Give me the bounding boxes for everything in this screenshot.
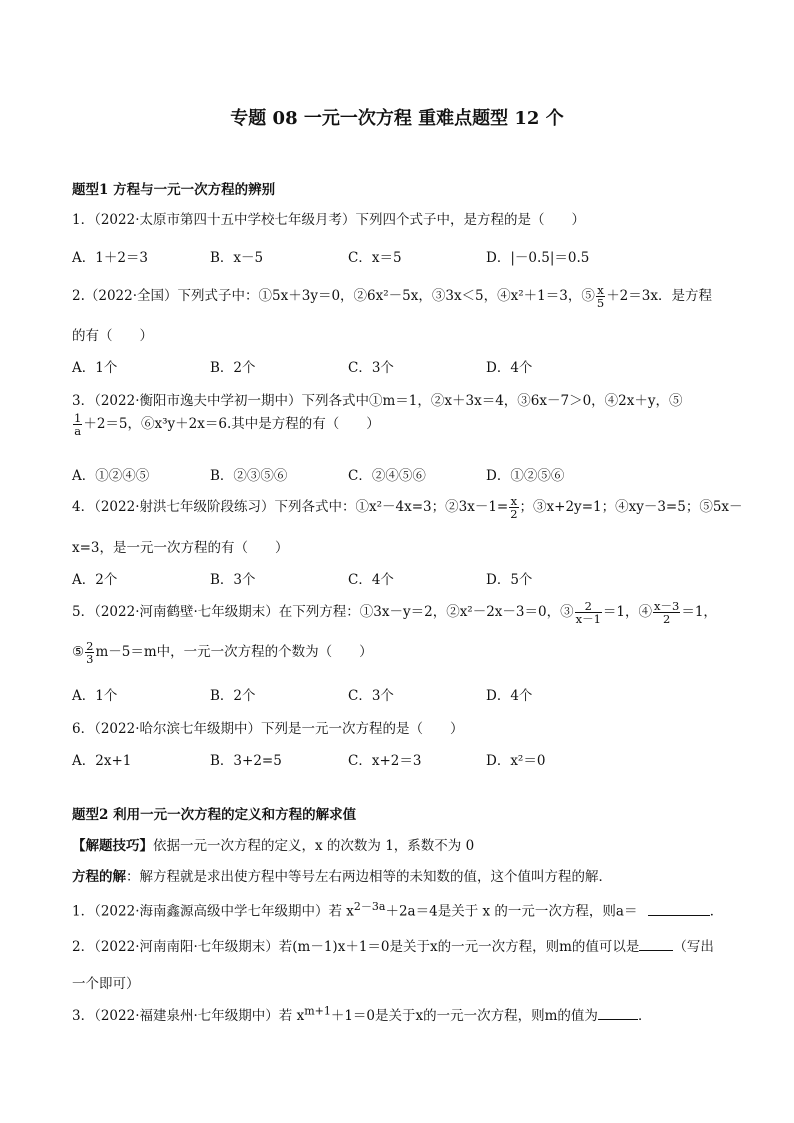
q1-6-option-c: C．x+2＝3 [348, 753, 422, 769]
q2-3-part-a: 3．（2022·福建泉州·七年级期中）若 x [72, 1008, 305, 1024]
fraction [653, 600, 680, 625]
q2-1-part-c: ． [709, 903, 724, 920]
q1-3-stem-part-b: ＋2＝5，⑥x³y＋2x＝6.其中是方程的有（ ） [83, 416, 380, 433]
fraction-numerator: 2 [575, 600, 602, 613]
fraction [85, 640, 94, 665]
q1-2-option-b: B．2个 [210, 360, 256, 376]
fraction-numerator: x [510, 494, 518, 508]
q1-5-option-a: A．1个 [72, 688, 118, 704]
solution-definition [72, 865, 612, 885]
answer-blank[interactable] [648, 903, 710, 916]
exponent: m+1 [304, 1004, 331, 1018]
q1-2-stem-part-b: ＋2＝3x．是方程 [606, 288, 712, 305]
q1-4-option-a: A．2个 [72, 572, 118, 588]
q1-5-option-c: C．3个 [348, 688, 394, 704]
exponent: 2－3a [353, 900, 386, 913]
section-heading-1: 题型1 方程与一元一次方程的辨别 [72, 182, 276, 198]
fraction-denominator: 2 [663, 612, 671, 627]
q2-1-part-b: ＋2a＝4是关于 x 的一元一次方程，则a＝ [385, 903, 638, 920]
q1-5-option-b: B．2个 [210, 688, 256, 704]
q1-5-line2-part-b: m－5＝m中，一元一次方程的个数为（ ） [95, 644, 373, 661]
page-title: 专题 08 一元一次方程 重难点题型 12 个 [230, 108, 564, 129]
question-1-5-stem [72, 600, 717, 625]
q1-2-option-d: D．4个 [486, 360, 533, 376]
fraction [596, 284, 605, 309]
q1-5-line2-part-a: ⑤ [72, 644, 85, 661]
question-1-1-stem: 1．（2022·太原市第四十五中学校七年级月考）下列四个式子中，是方程的是（ ） [72, 212, 585, 228]
fraction-denominator: 3 [86, 652, 94, 667]
fraction [509, 495, 518, 520]
q1-4-stem-line2: x=3，是一元一次方程的有（ ） [72, 540, 289, 556]
q1-3-option-b: B．②③⑤⑥ [210, 468, 288, 484]
q1-3-option-d: D．①②⑤⑥ [486, 468, 565, 484]
question-1-2-stem [72, 284, 712, 309]
q1-4-option-d: D．5个 [486, 572, 533, 588]
q1-4-stem-part-b: ；③x+2y=1；④xy－3=5；⑤5x－ [519, 499, 743, 516]
q1-4-option-b: B．3个 [210, 572, 256, 588]
fraction-numerator: x－3 [654, 599, 680, 613]
q1-2-stem-part-a: 2.（2022·全国）下列式子中：①5x＋3y＝0，②6x²－5x，③3x＜5，④x²＋1＝3，⑤ [72, 288, 595, 305]
solution-label: 方程的解 [72, 869, 126, 885]
q2-3-part-c: ． [637, 1008, 652, 1024]
q2-3-part-b: ＋1＝0是关于x的一元一次方程，则m的值为 [330, 1008, 598, 1024]
q2-1-part-a: 1．（2022·海南鑫源高级中学七年级期中）若 x [72, 903, 354, 920]
fraction [73, 412, 82, 437]
q1-6-option-a: A．2x+1 [72, 753, 132, 769]
fraction [575, 600, 602, 625]
question-1-4-stem [72, 495, 743, 520]
q1-3-option-c: C．②④⑤⑥ [348, 468, 426, 484]
q1-2-stem-line2: 的有（ ） [72, 328, 153, 344]
q1-6-option-b: B．3+2=5 [210, 753, 282, 769]
q1-2-option-c: C．3个 [348, 360, 394, 376]
solution-text: ：解方程就是求出使方程中等号左右两边相等的未知数的值，这个值叫方程的解． [126, 869, 612, 885]
q1-6-option-d: D．x²＝0 [486, 753, 546, 769]
question-1-3-stem: 3．（2022·衡阳市逸夫中学初一期中）下列各式中①m＝1，②x＋3x＝4，③6x－7＞0，④2x＋y，⑤ [72, 393, 683, 409]
q2-2-stem-line2: 一个即可） [72, 976, 140, 992]
fraction-denominator: x－1 [575, 612, 601, 627]
question-1-6-stem: 6．（2022·哈尔滨七年级期中）下列是一元一次方程的是（ ） [72, 721, 464, 737]
section-heading-2: 题型2 利用一元一次方程的定义和方程的解求值 [72, 807, 357, 823]
q1-1-option-d: D．|－0.5|＝0.5 [486, 250, 590, 266]
question-2-2-stem [72, 935, 714, 955]
solving-tip [72, 834, 474, 854]
q1-5-stem-part-a: 5．（2022·河南鹤壁·七年级期末）在下列方程：①3x－y＝2，②x²－2x－3＝0，③ [72, 604, 574, 621]
q1-1-option-b: B．x－5 [210, 250, 264, 266]
fraction-denominator: a [74, 424, 82, 439]
q1-5-stem-line2 [72, 640, 373, 665]
q1-1-option-c: C．x＝5 [348, 250, 402, 266]
q1-1-option-a: A．1＋2＝3 [72, 250, 149, 266]
fraction-numerator: 1 [74, 411, 82, 425]
fraction-numerator: x [597, 283, 604, 297]
fraction-numerator: 2 [86, 639, 94, 653]
answer-blank[interactable] [639, 938, 673, 951]
tip-text: 依据一元一次方程的定义，x 的次数为 1，系数不为 0 [153, 838, 475, 854]
q1-3-stem-line2 [72, 412, 380, 437]
q1-3-option-a: A．①②④⑤ [72, 468, 150, 484]
q1-5-option-d: D．4个 [486, 688, 533, 704]
question-2-1-stem [72, 898, 723, 920]
fraction-denominator: 2 [510, 507, 518, 522]
q1-5-stem-part-c: ＝1， [681, 604, 717, 621]
q1-4-option-c: C．4个 [348, 572, 394, 588]
tip-label: 【解题技巧】 [72, 838, 153, 854]
answer-blank[interactable] [598, 1007, 638, 1020]
question-2-3-stem [72, 1004, 651, 1024]
q1-5-stem-part-b: ＝1，④ [602, 604, 653, 621]
fraction-denominator: 5 [596, 296, 605, 311]
q2-2-part-b: （写出 [673, 939, 714, 955]
q1-4-stem-part-a: 4．（2022·射洪七年级阶段练习）下列各式中：①x²－4x=3；②3x－1= [72, 499, 509, 516]
q2-2-part-a: 2．（2022·河南南阳·七年级期末）若(m－1)x＋1＝0是关于x的一元一次方程，则m的值可以是 [72, 939, 640, 955]
q1-2-option-a: A．1个 [72, 360, 118, 376]
